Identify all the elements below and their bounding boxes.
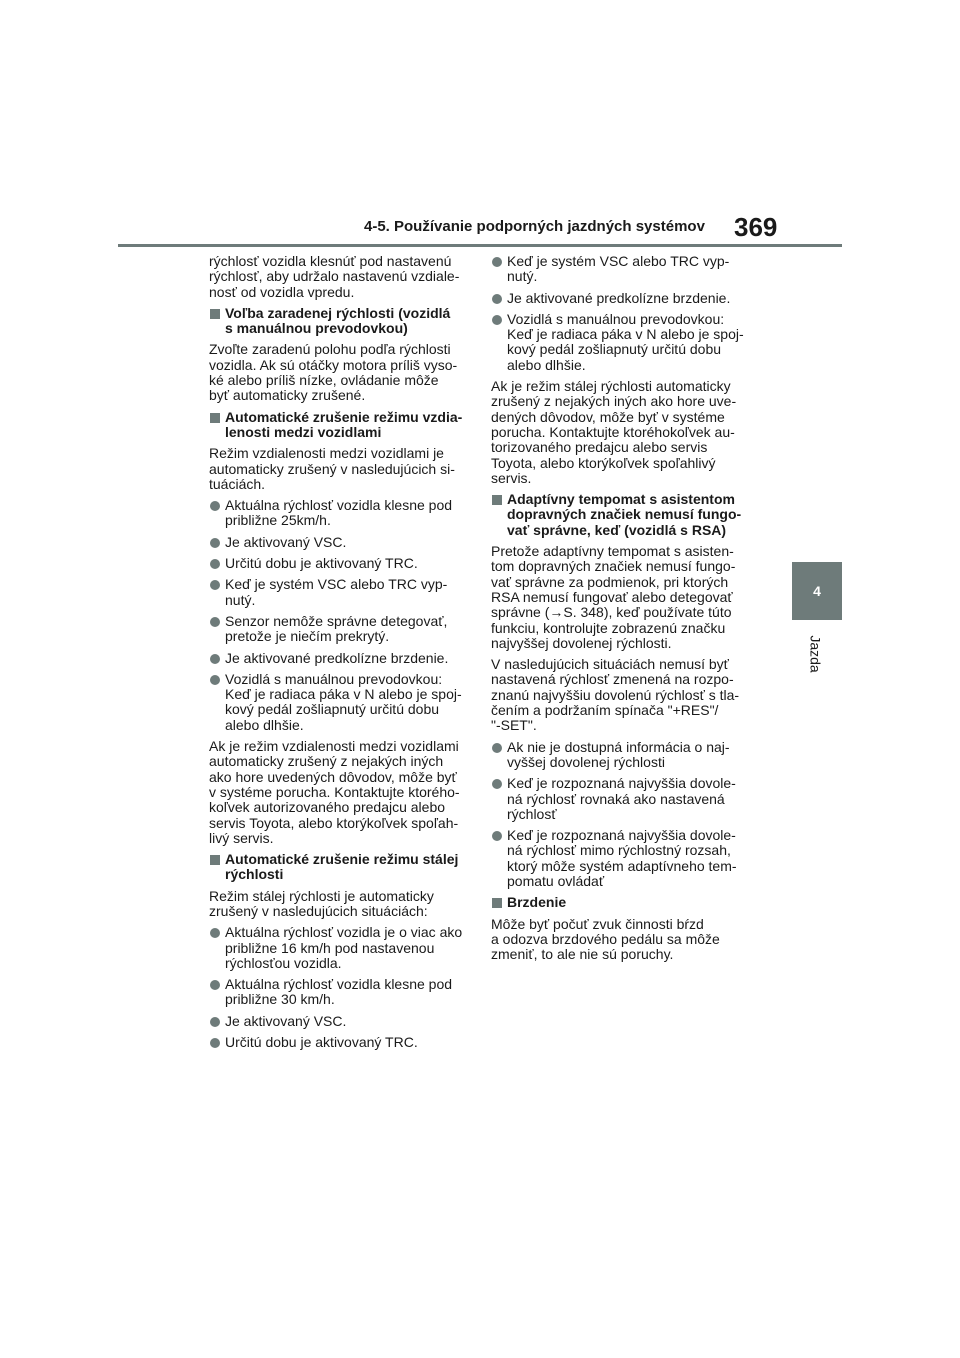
paragraph: Zvoľte zaradenú polohu podľa rýchlosti vozidla. Ak sú otáčky motora príliš vyso- ké alebo príliš nízke, ovládanie môže byť automaticky zrušené. xyxy=(209,341,458,404)
bullet-item: Ak nie je dostupná informácia o naj- vyššej dovolenej rýchlosti xyxy=(491,740,753,771)
section-heading: Brzdenie xyxy=(491,895,753,910)
paragraph: Ak je režim stálej rýchlosti automaticky zrušený z nejakých iných ako hore uve- dených dôvodov, môže byť v systéme porucha. Kontaktujte ktoréhokoľvek au- torizovaného predajcu alebo servis Toyota, alebo ktorýkoľvek spoľahlivý servis. xyxy=(491,378,737,486)
section-heading: Automatické zrušenie režimu stálej rýchlosti xyxy=(209,852,467,883)
section-heading: Automatické zrušenie režimu vzdia- lenosti medzi vozidlami xyxy=(209,410,467,441)
left-column xyxy=(209,254,467,1056)
paragraph: Režim stálej rýchlosti je automaticky zrušený v nasledujúcich situáciách: xyxy=(209,887,434,919)
bullet-item: Je aktivované predkolízne brzdenie. xyxy=(209,651,467,666)
header-rule xyxy=(118,244,842,247)
right-column xyxy=(491,254,753,968)
bullet-item: Keď je systém VSC alebo TRC vyp- nutý. xyxy=(209,577,467,608)
chapter-tab: 4 xyxy=(792,562,842,620)
chapter-label-text: Jazda xyxy=(807,635,824,673)
paragraph: rýchlosť vozidla klesnúť pod nastavenú rýchlosť, aby udržalo nastavenú vzdiale- nosť od vozidla vpredu. xyxy=(209,253,460,300)
paragraph: V nasledujúcich situáciách nemusí byť nastavená rýchlosť zmenená na rozpo- znanú najvyššiu dovolenú rýchlosť s tla- čením a podržaním spínača "+RES"/ "-SET". xyxy=(491,656,740,734)
paragraph: Režim vzdialenosti medzi vozidlami je automaticky zrušený v nasledujúcich si- tuáciách. xyxy=(209,445,455,492)
bullet-item: Aktuálna rýchlosť vozidla klesne pod približne 30 km/h. xyxy=(209,977,467,1008)
bullet-item: Je aktivované predkolízne brzdenie. xyxy=(491,291,753,306)
bullet-item: Keď je rozpoznaná najvyššia dovole- ná rýchlosť mimo rýchlostný rozsah, ktorý môže systém adaptívneho tem- pomatu ovládať xyxy=(491,828,753,889)
paragraph: Pretože adaptívny tempomat s asisten- tom dopravných značiek nemusí fungo- vať správne za podmienok, pri ktorých RSA nemusí fungovať alebo detegovať správne (→S. 348), keď používate túto funkciu, kontrolujte zobrazenú značku najvyššej dovolenej rýchlosti. xyxy=(491,543,736,651)
page-number: 369 xyxy=(734,212,778,242)
section-heading: Adaptívny tempomat s asistentom dopravných značiek nemusí fungo- vať správne, keď (vozidlá s RSA) xyxy=(491,492,753,538)
bullet-item: Je aktivovaný VSC. xyxy=(209,535,467,550)
bullet-item: Keď je rozpoznaná najvyššia dovole- ná rýchlosť rovnaká ako nastavená rýchlosť xyxy=(491,776,753,822)
bullet-item: Aktuálna rýchlosť vozidla klesne pod približne 25km/h. xyxy=(209,498,467,529)
bullet-item: Je aktivovaný VSC. xyxy=(209,1014,467,1029)
bullet-item: Aktuálna rýchlosť vozidla je o viac ako približne 16 km/h pod nastavenou rýchlosťou vozidla. xyxy=(209,925,467,971)
bullet-item: Vozidlá s manuálnou prevodovkou: Keď je radiaca páka v N alebo je spoj- kový pedál zošliapnutý určitú dobu alebo dlhšie. xyxy=(491,312,753,373)
bullet-item: Určitú dobu je aktivovaný TRC. xyxy=(209,1035,467,1050)
paragraph: Môže byť počuť zvuk činnosti bŕzd a odozva brzdového pedálu sa môže zmeniť, to ale nie sú poruchy. xyxy=(491,915,720,963)
paragraph: Ak je režim vzdialenosti medzi vozidlami automaticky zrušený z nejakých iných ako hore uvedených dôvodov, môže byť v systéme porucha. Kontaktujte ktorého- koľvek autorizovaného predajcu alebo servis Toyota, alebo ktorýkoľvek spoľah- livý servis. xyxy=(209,738,460,846)
bullet-item: Senzor nemôže správne detegovať, pretože je niečím prekrytý. xyxy=(209,614,467,645)
section-heading: Voľba zaradenej rýchlosti (vozidlá s manuálnou prevodovkou) xyxy=(209,306,467,337)
chapter-label xyxy=(796,634,836,674)
bullet-item: Určitú dobu je aktivovaný TRC. xyxy=(209,556,467,571)
bullet-item: Vozidlá s manuálnou prevodovkou: Keď je radiaca páka v N alebo je spoj- kový pedál zošliapnutý určitú dobu alebo dlhšie. xyxy=(209,672,467,733)
bullet-item: Keď je systém VSC alebo TRC vyp- nutý. xyxy=(491,254,753,285)
section-header-title: 4-5. Používanie podporných jazdných systémov xyxy=(364,218,705,235)
